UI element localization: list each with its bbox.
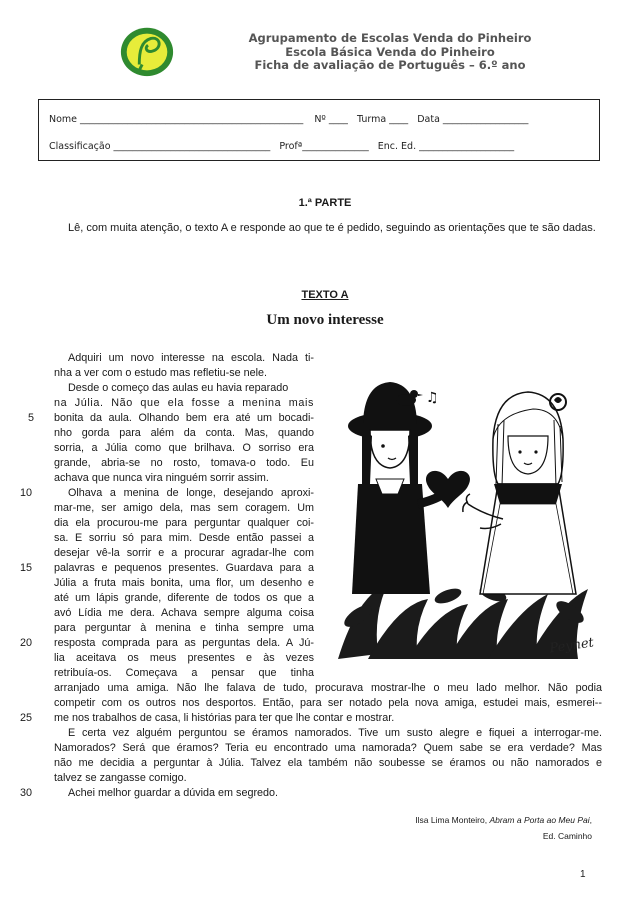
- story-line-20: resposta comprada para as perguntas dela. A Jú-: [54, 637, 314, 649]
- story-line-18: avó Lídia me dera. Achava sempre alguma coisa: [54, 607, 314, 619]
- story-line-5: bonita da aula. Olhando bem era até um bocadi-: [54, 412, 314, 424]
- number-field[interactable]: Nº ____: [314, 114, 348, 125]
- citation-publisher: Ed. Caminho: [542, 831, 592, 841]
- school-name: Escola Básica Venda do Pinheiro: [285, 44, 495, 59]
- story-line-27: Namorados? Será que éramos? Teria eu encontrado uma namorada? Quem sabe se era verdade? Mas: [54, 742, 602, 754]
- story-line-19: para perguntar à menina e tinha sempre uma: [54, 622, 314, 634]
- line-number: 20: [20, 637, 33, 649]
- story-line-14: desejar vê-la sorrir e a procurar agradar-lhe com: [54, 547, 314, 559]
- story-line-15: palavras e pequenos presentes. Guardava para a: [54, 562, 314, 574]
- story-line-23: arranjado uma amiga. Não lhe falava de tudo, procurava mostrar-lhe o meu lado melhor. Não podia: [54, 682, 602, 694]
- story-line-4: na Júlia. Não que ela fosse a menina mais: [54, 397, 314, 409]
- page-number: 1: [580, 869, 586, 880]
- citation-separator: ,: [589, 815, 592, 825]
- date-field[interactable]: Data __________________: [417, 114, 529, 125]
- illustration-signature: Peynet: [548, 635, 595, 657]
- story-title: Um novo interesse: [266, 312, 384, 328]
- story-line-8: grande, abria-se no rosto, tomava-o todo. Eu: [54, 457, 314, 469]
- citation-author: Ilsa Lima Monteiro,: [415, 815, 490, 825]
- guardian-field[interactable]: Enc. Ed. ____________________: [377, 141, 515, 152]
- line-number: 10: [20, 487, 33, 499]
- story-line-28: não me decidia a perguntar à Júlia. Talvez ela também não soubesse se éramos ou não namorados e: [54, 757, 602, 769]
- story-line-17: até um lápis grande, diferente de todos os que a: [54, 592, 314, 604]
- story-line-12: dia ela procurou-me para perguntar qualquer coi-: [54, 517, 314, 529]
- name-field[interactable]: Nome _______________________________________________: [49, 114, 304, 125]
- story-line-21: lia aceitava os meus presentes e às vezes: [54, 652, 314, 664]
- story-line-7: sorria, a Júlia como que brilhava. O sorriso era: [54, 442, 314, 454]
- story-line-2: nha a ver com o estudo mas refletiu-se nele.: [54, 367, 268, 379]
- story-line-29: talvez se zangasse comigo.: [54, 772, 187, 784]
- sheet-title: Ficha de avaliação de Português – 6.º ano: [254, 58, 526, 72]
- story-line-16: Júlia a fruta mais bonita, uma flor, um desenho e: [54, 577, 314, 589]
- story-line-11: mar-me, ser amigo dela, mas sem coragem. Um: [54, 502, 314, 514]
- story-line-22: retribuía-os. Começava a pensar que tinha: [54, 667, 314, 679]
- story-line-25: me nos trabalhos de casa, li histórias para ter que lhe contar e mostrar.: [54, 712, 395, 724]
- story-line-10: Olhava a menina de longe, desejando aproxi-: [68, 487, 314, 499]
- citation-author-line: [330, 815, 592, 825]
- line-number: 25: [20, 712, 33, 724]
- text-a-label: TEXTO A: [301, 289, 349, 301]
- teacher-field[interactable]: Profª______________: [279, 141, 369, 152]
- story-line-24: competir com os outros nos desportos. Então, para ser notado pela nova amiga, estudei mais, esmerei--: [54, 697, 602, 709]
- story-line-9: achava que nunca vira ninguém sorrir assim.: [54, 472, 269, 484]
- school-group-name: Agrupamento de Escolas Venda do Pinheiro: [248, 31, 532, 45]
- story-line-6: nho gorda para além da conta. Mas, quando: [54, 427, 314, 439]
- story-line-30: Achei melhor guardar a dúvida em segredo.: [68, 787, 279, 799]
- story-line-26: E certa vez alguém perguntou se éramos namorados. Tive um susto alegre e fiquei a interrogar-me.: [68, 727, 602, 739]
- class-field[interactable]: Turma ____: [356, 114, 409, 125]
- line-number: 15: [20, 562, 33, 574]
- grade-field[interactable]: Classificação _________________________________: [49, 141, 271, 152]
- story-line-13: sa. E sorriu só para mim. Desde então passei a: [54, 532, 314, 544]
- line-number: 5: [28, 412, 35, 424]
- citation-book: Abram a Porta ao Meu Pai: [489, 815, 590, 825]
- story-line-3: Desde o começo das aulas eu havia reparado: [68, 382, 289, 394]
- line-number: 30: [20, 787, 33, 799]
- story-line-1: Adquiri um novo interesse na escola. Nada ti-: [68, 352, 314, 364]
- part-heading: 1.ª PARTE: [298, 197, 352, 209]
- instruction-text: Lê, com muita atenção, o texto A e responde ao que te é pedido, seguindo as orientações que te são dadas.: [68, 222, 596, 234]
- svg-text:♫: ♫: [426, 390, 439, 406]
